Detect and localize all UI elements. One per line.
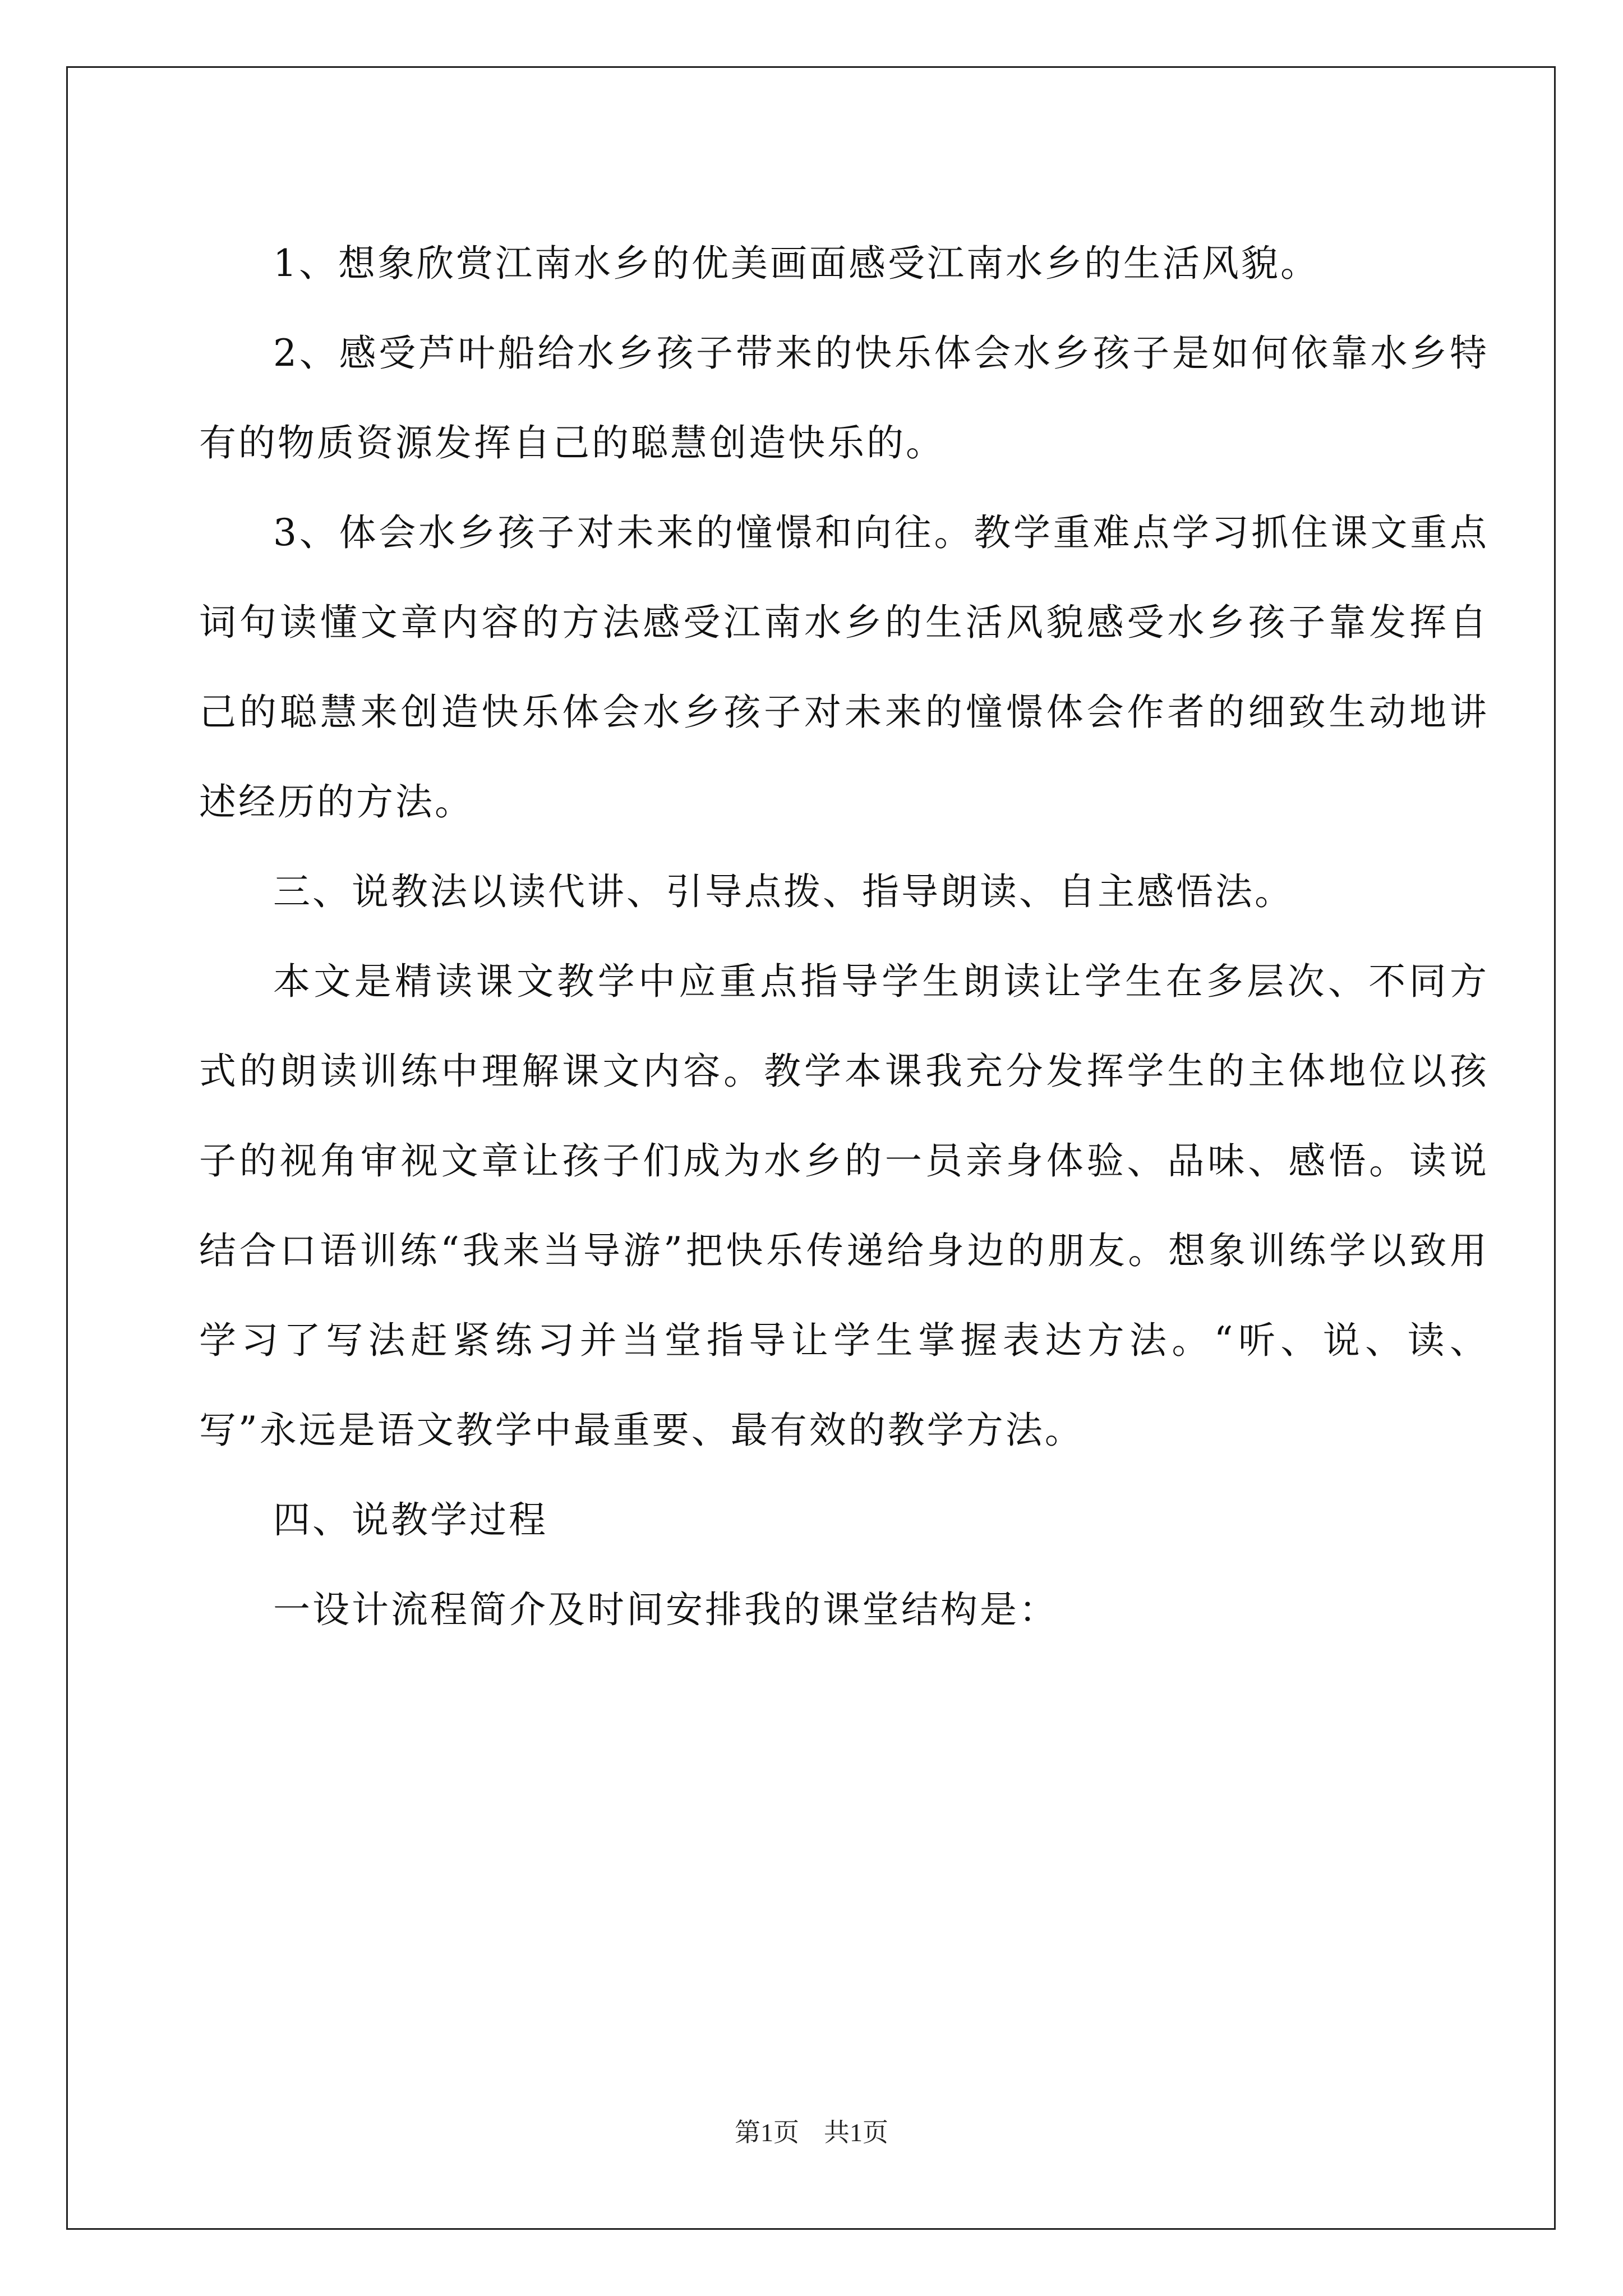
paragraph-process-heading: 四、说教学过程 [273, 1498, 548, 1542]
paragraph-goal-3: 3、体会水乡孩子对未来的憧憬和向往。教学重难点学习抓住课文重点词句读懂文章内容的方法感受江南水乡的生活风貌感受水乡孩子靠发挥自己的聪慧来创造快乐体会水乡孩子对未来的憧憬体会作者的细致生动地讲述经历的方法。 [199, 511, 1489, 823]
paragraph-process-intro: 一设计流程简介及时间安排我的课堂结构是： [273, 1588, 1058, 1631]
paragraph-goal-1: 1、想象欣赏江南水乡的优美画面感受江南水乡的生活风貌。 [273, 242, 1320, 285]
page-number-current: 第1页 [735, 2118, 799, 2147]
page-number-total: 共1页 [824, 2118, 888, 2147]
page-footer [0, 2116, 1623, 2150]
paragraph-method-detail: 本文是精读课文教学中应重点指导学生朗读让学生在多层次、不同方式的朗读训练中理解课文内容。教学本课我充分发挥学生的主体地位以孩子的视角审视文章让孩子们成为水乡的一员亲身体验、品味、感悟。读说结合口语训练“我来当导游”把快乐传递给身边的朋友。想象训练学以致用学习了写法赶紧练习并当堂指导让学生掌握表达方法。“听、说、读、写”永远是语文教学中最重要、最有效的教学方法。 [199, 960, 1489, 1452]
paragraph-teaching-method: 三、说教法以读代讲、引导点拨、指导朗读、自主感悟法。 [273, 870, 1294, 913]
paragraph-goal-2: 2、感受芦叶船给水乡孩子带来的快乐体会水乡孩子是如何依靠水乡特有的物质资源发挥自己的聪慧创造快乐的。 [199, 332, 1489, 464]
document-body [199, 219, 1489, 1655]
